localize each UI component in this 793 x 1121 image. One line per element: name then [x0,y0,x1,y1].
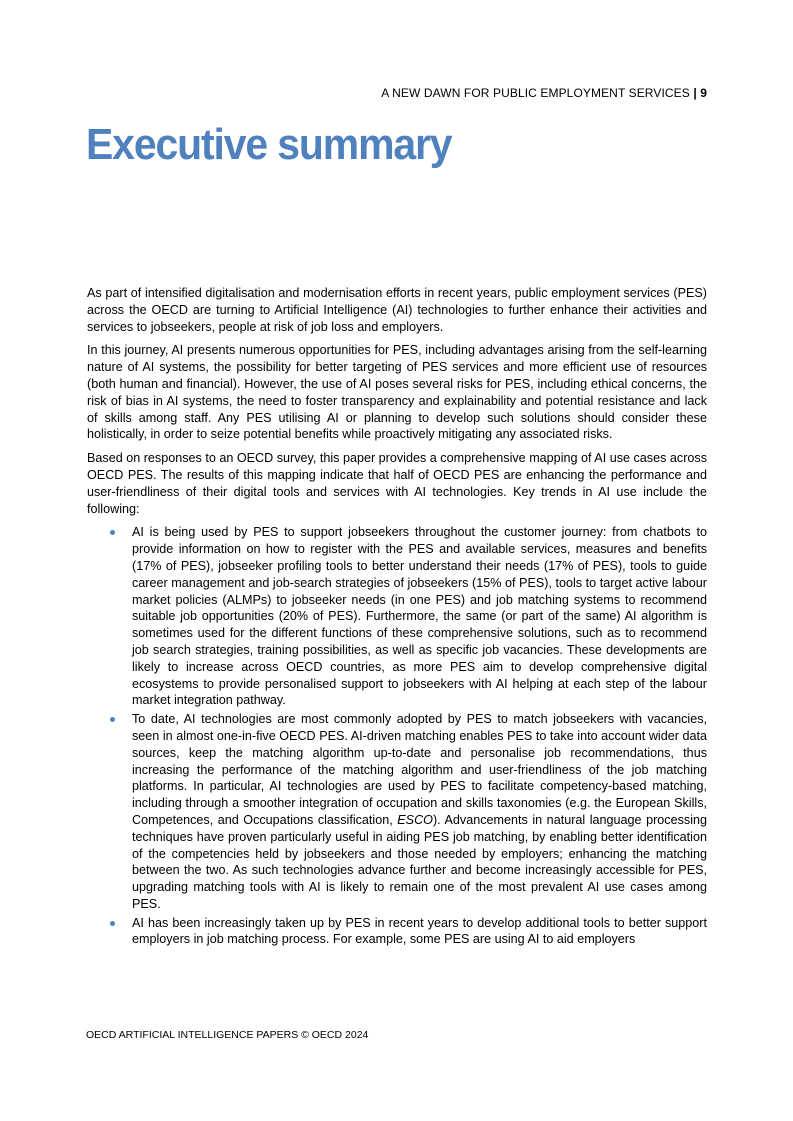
page-title: Executive summary [86,120,452,169]
header-separator: | [693,86,697,100]
list-item [132,711,707,913]
bullet-dot-icon [110,530,115,535]
bullet-text: To date, AI technologies are most commonly adopted by PES to match jobseekers with vacancies, seen in almost one-in-five OECD PES. AI-driven matching enables PES to take into account wider data sources, keep the matching algorithm up-to-date and personalise job recommendations, thus increasing the performance of the matching algorithm and user-friendliness of the job matching platforms. In particular, AI technologies are used by PES to facilitate competency-based matching, including through a smoother integration of occupation and skills taxonomies (e.g. the European Skills, Competences, and Occupations classification, [132,712,707,827]
bullet-text-continued: ). Advancements in natural language processing techniques have proven particularly useful in aiding PES job matching, by enabling better identification of the competencies held by jobseekers and those needed by employers; enhancing the matching between the two. As such technologies advance further and become increasingly accessible for PES, upgrading matching tools with AI is likely to remain one of the most prevalent AI use cases among PES. [132,812,707,911]
paragraph-intro: As part of intensified digitalisation and modernisation efforts in recent years, public employment services (PES) across the OECD are turning to Artificial Intelligence (AI) technologies to further enhance their activities and services to jobseekers, people at risk of job loss and employers. [87,286,707,334]
esco-italic: ESCO [397,812,433,827]
paragraph-opportunities-risks: In this journey, AI presents numerous opportunities for PES, including advantages arising from the self-learning nature of AI systems, the possibility for better targeting of PES services and more efficient use of resources (both human and financial). However, the use of AI poses several risks for PES, including ethical concerns, the risk of bias in AI systems, the need to foster transparency and explainability and potential resistance and lack of skills among staff. Any PES utilising AI or planning to develop such solutions should consider these holistically, in order to seize potential benefits while proactively mitigating any associated risks. [87,343,707,442]
key-trends-list [87,524,707,948]
bullet-dot-icon [110,921,115,926]
list-item [132,915,707,949]
page-number: 9 [700,86,707,100]
paragraph-survey: Based on responses to an OECD survey, this paper provides a comprehensive mapping of AI use cases across OECD PES. The results of this mapping indicate that half of OECD PES are enhancing the performance and user-friendliness of their digital tools and services with AI technologies. Key trends in AI use include the following: [87,451,707,516]
running-title: A NEW DAWN FOR PUBLIC EMPLOYMENT SERVICES [381,86,690,100]
page-footer: OECD ARTIFICIAL INTELLIGENCE PAPERS © OECD 2024 [86,1029,369,1041]
bullet-text: AI has been increasingly taken up by PES in recent years to develop additional tools to better support employers in job matching process. For example, some PES are using AI to aid employers [132,915,707,947]
body-text [87,285,707,950]
bullet-text: AI is being used by PES to support jobseekers throughout the customer journey: from chatbots to provide information on how to register with the PES and available services, measures and benefits (17% of PES), jobseeker profiling tools to better understand their needs (17% of PES), tools to guide career management and job-search strategies of jobseekers (15% of PES), tools to target active labour market policies (ALMPs) to jobseeker needs (in one PES) and job matching systems to recommend suitable job opportunities (20% of PES). Furthermore, the same (or part of the same) AI algorithm is sometimes used for the different functions of these comprehensive solutions, such as to recommend job search strategies, training possibilities, as well as specific job vacancies. These developments are likely to increase across OECD countries, as more PES aim to develop comprehensive digital ecosystems to provide personalised support to jobseekers with AI helping at each step of the labour market integration pathway. [132,525,707,708]
bullet-dot-icon [110,717,115,722]
list-item [132,524,707,709]
running-header [381,86,707,100]
